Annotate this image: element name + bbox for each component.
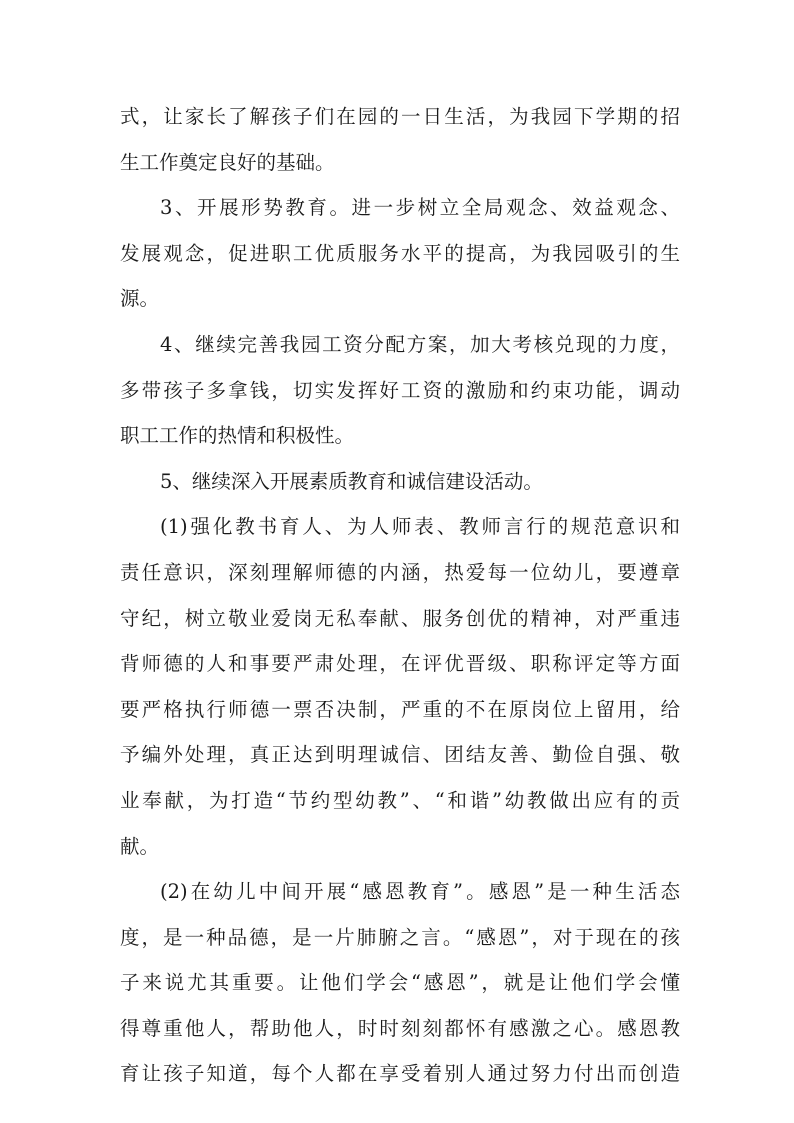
- para-item-5-2: [120, 869, 680, 1097]
- para-item-5: [120, 459, 680, 505]
- text-line: 式，让家长了解孩子们在园的一日生活，为我园下学期的招: [120, 105, 680, 128]
- text-line: 背师德的人和事要严肃处理，在评优晋级、职称评定等方面: [120, 652, 680, 676]
- text-line: 发展观念，促进职工优质服务水平的提高，为我园吸引的生: [120, 241, 680, 265]
- text-line: 责任意识，深刻理解师德的内涵，热爱每一位幼儿，要遵章: [120, 560, 680, 584]
- text-line: 5、继续深入开展素质教育和诚信建设活动。: [160, 469, 543, 493]
- text-line: 献。: [120, 834, 160, 858]
- text-line: (1)强化教书育人、为人师表、教师言行的规范意识和: [160, 515, 680, 539]
- text-line: 业奉献，为打造“节约型幼教”、“和谐”幼教做出应有的贡: [120, 788, 680, 812]
- para-item-3: [120, 185, 680, 322]
- text-line: 3、开展形势教育。进一步树立全局观念、效益观念、: [160, 196, 680, 220]
- text-line: 生工作奠定良好的基础。: [120, 150, 335, 174]
- text-line: 守纪，树立敬业爱岗无私奉献、服务创优的精神，对严重违: [120, 606, 680, 630]
- text-line: 得尊重他人，帮助他人，时时刻刻都怀有感激之心。感恩教: [120, 1016, 680, 1040]
- text-line: 予编外处理，真正达到明理诚信、团结友善、勤俭自强、敬: [120, 743, 680, 767]
- text-line: 4、继续完善我园工资分配方案，加大考核兑现的力度，: [160, 332, 680, 356]
- text-line: 源。: [120, 287, 160, 311]
- text-line: (2)在幼儿中间开展“感恩教育”。感恩”是一种生活态: [160, 880, 680, 904]
- text-line: 要严格执行师德一票否决制，严重的不在原岗位上留用，给: [120, 697, 680, 721]
- text-line: 度，是一种品德，是一片肺腑之言。“感恩”，对于现在的孩: [120, 925, 680, 949]
- para-continuation: [120, 94, 680, 185]
- text-line: 子来说尤其重要。让他们学会“感恩”，就是让他们学会懂: [120, 971, 680, 995]
- text-line: 育让孩子知道，每个人都在享受着别人通过努力付出而创造: [120, 1062, 680, 1086]
- text-line: 多带孩子多拿钱，切实发挥好工资的激励和约束功能，调动: [120, 378, 680, 402]
- text-line: 职工工作的热情和积极性。: [120, 424, 355, 448]
- document-body: [120, 94, 680, 1097]
- para-item-5-1: [120, 504, 680, 869]
- para-item-4: [120, 322, 680, 459]
